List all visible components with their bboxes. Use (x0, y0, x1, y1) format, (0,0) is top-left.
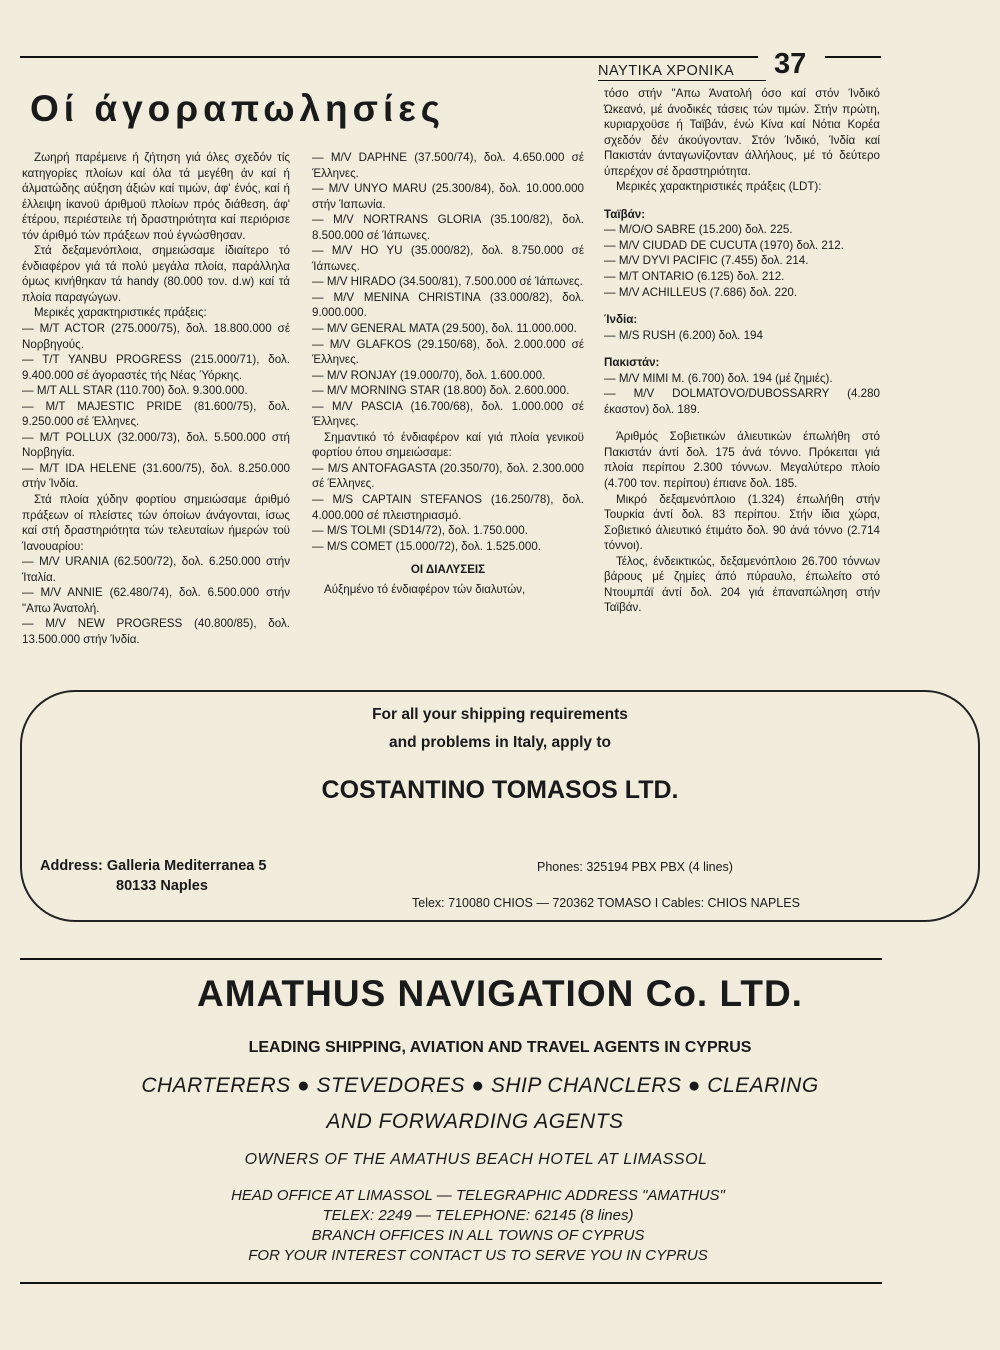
paragraph: Τέλος, ένδεικτικώς, δεξαμενόπλοιο 26.700 τόννων βάρους μέ ζημίες άπό πύραυλο, έπωλείτο στό Ντουμπάϊ άντί δολ. 204 γιά έπαναπώληση στήν Ταϊβάν. (604, 554, 880, 615)
article-column-1 (22, 150, 290, 648)
ad-contact-block (0, 1186, 978, 1266)
paragraph: τόσο στήν "Απω Άνατολή όσο καί στόν Ίνδικό Ώκεανό, μέ άνοδικές τάσεις τών τιμών. Στήν πρώτη, κυριαρχοϋσε ή Ταϊβάν, ένώ Κίνα καί Νότια Κορέα σχεδόν δέν άκούγονταν. Στόν Ίνδικό, Ίνδία καί Πακιστάν άνταγωνίζονταν άλλήλους, μέ τό δεύτερο ύπερέχον σέ δραστηριότητα. (604, 87, 880, 178)
paragraph: Σημαντικό τό ένδιαφέρον καί γιά πλοία γενικοϋ φορτίου όπου σημειώσαμε: (312, 430, 584, 460)
paragraph: Στά δεξαμενόπλοια, σημειώσαμε ίδιαίτερο τό ένδιαφέρον γιά τά πολύ μεγάλα πλοία, παράλληλα όμως κινήθηκαν τά handy (80.000 τον. d.w) καί τά πλοία παραγώγων. (22, 244, 290, 304)
list-item: — M/T POLLUX (32.000/73), δολ. 5.500.000 στή Νορβηγία. (22, 430, 290, 460)
list-item: — M/V DOLMATOVO/DUBOSSARRY (4.280 έκαστον) δολ. 189. (604, 387, 880, 416)
list-item: — M/S RUSH (6.200) δολ. 194 (604, 328, 763, 342)
ad-owners: OWNERS OF THE AMATHUS BEACH HOTEL AT LIMASSOL (244, 1151, 708, 1168)
article-column-2 (312, 150, 584, 597)
list-item: — M/S COMET (15.000/72), δολ. 1.525.000. (312, 539, 541, 553)
list-item: — M/V RONJAY (19.000/70), δολ. 1.600.000. (312, 368, 546, 382)
list-item: — M/V ANNIE (62.480/74), δολ. 6.500.000 στήν "Απω Άνατολή. (22, 586, 290, 615)
list-item: — M/T ONTARIO (6.125) δολ. 212. (604, 270, 785, 284)
list-item: — M/S CAPTAIN STEFANOS (16.250/78), δολ. 4.000.000 σέ πλειστηριασμό. (312, 493, 584, 522)
advertisement-tomasos (20, 690, 980, 922)
article-title: Οί άγοραπωλησίες (30, 88, 446, 129)
ad-telex: Telex: 710080 CHIOS — 720362 TOMASO I Cables: CHIOS NAPLES (412, 896, 800, 910)
list-item: — M/V HO YU (35.000/82), δολ. 8.750.000 σέ Ίάπωνες. (312, 244, 584, 273)
paragraph: Στά πλοία χύδην φορτίου σημειώσαμε άριθμό πράξεων οί πλείστες τών όποίων άνάγονται, ίσως καί στή δραστηριότητα τών τελευταίων ήμερών τοϋ Ίανουαρίου: (22, 493, 290, 553)
list-item: — M/V MENINA CHRISTINA (33.000/82), δολ. 9.000.000. (312, 290, 584, 320)
list-item: — M/V HIRADO (34.500/81), 7.500.000 σέ Ίάπωνες. (312, 275, 583, 289)
list-item: — M/T MAJESTIC PRIDE (81.600/75), δολ. 9.250.000 σέ Έλληνες. (22, 399, 290, 429)
list-item: — M/O/O SABRE (15.200) δολ. 225. (604, 223, 793, 237)
list-item: — M/V MORNING STAR (18.800) δολ. 2.600.000. (312, 384, 570, 398)
paragraph: Μικρό δεξαμενόπλοιο (1.324) έπωλήθη στήν Τουρκία άντί δολ. 83 περίπου. Στήν ίδια χώρα, Σοβιετικό άλιευτικό έτιμάτο δολ. 90 άνά τόννο (2.714 τόννοι). (604, 492, 880, 553)
list-item: — M/V DAPHNE (37.500/74), δολ. 4.650.000 σέ Έλληνες. (312, 151, 584, 180)
list-item: — M/V UNYO MARU (25.300/84), δολ. 10.000.000 στήν Ίαπωνία. (312, 182, 584, 211)
list-item: — M/V GLAFKOS (29.150/68), δολ. 2.000.000 σέ Έλληνες. (312, 337, 584, 367)
country-heading-pakistan: Πακιστάν: (604, 356, 660, 370)
list-item: — M/V ACHILLEUS (7.686) δολ. 220. (604, 285, 798, 299)
list-item: — T/T YANBU PROGRESS (215.000/71), δολ. 9.400.000 σέ άγοραστές τής Νέας Ύόρκης. (22, 353, 290, 382)
country-heading-taiwan: Ταϊβάν: (604, 207, 646, 221)
paragraph: Μερικές χαρακτηριστικές πράξεις (LDT): (616, 180, 822, 194)
address-line: Address: Galleria Mediterranea 5 (40, 858, 267, 874)
ad-rule-bottom (20, 1282, 882, 1284)
list-item: — M/V URANIA (62.500/72), δολ. 6.250.000 στήν Ίταλία. (22, 555, 290, 584)
list-item: — M/V GENERAL MATA (29.500), δολ. 11.000.000. (312, 322, 577, 336)
list-item: — M/S TOLMI (SD14/72), δολ. 1.750.000. (312, 524, 528, 538)
paragraph: Μερικές χαρακτηριστικές πράξεις: (34, 306, 207, 320)
header-rule-thin (598, 80, 766, 81)
address-line: 80133 Naples (116, 878, 208, 894)
list-item: — M/T ALL STAR (110.700) δολ. 9.300.000. (22, 384, 248, 398)
ad-line: For all your shipping requirements (372, 706, 628, 723)
list-item: — M/T IDA HELENE (31.600/75), δολ. 8.250.000 στήν Ίνδία. (22, 461, 290, 491)
ad-services: CHARTERERS ● STEVEDORES ● SHIP CHANCLERS ● CLEARING (141, 1074, 819, 1097)
list-item: — M/V NEW PROGRESS (40.800/85), δολ. 13.500.000 στήν Ίνδία. (22, 617, 290, 646)
list-item: — M/V CIUDAD DE CUCUTA (1970) δολ. 212. (604, 238, 844, 252)
list-item: — M/T ACTOR (275.000/75), δολ. 18.800.000 σέ Νορβηγούς. (22, 322, 290, 351)
list-item: — M/V DYVI PACIFIC (7.455) δολ. 214. (604, 254, 809, 268)
article-column-3 (604, 86, 880, 616)
list-item: — M/V MIMI M. (6.700) δολ. 194 (μέ ζημιές). (604, 371, 833, 385)
country-heading-india: Ίνδία: (604, 313, 638, 327)
magazine-name: ΝΑΥΤΙΚΑ ΧΡΟΝΙΚΑ (598, 63, 735, 79)
ad-branches: BRANCH OFFICES IN ALL TOWNS OF CYPRUS (311, 1227, 645, 1244)
ad-address (40, 856, 266, 896)
list-item: — M/V PASCIA (16.700/68), δολ. 1.000.000 σέ Έλληνες. (312, 399, 584, 429)
ad-tagline: LEADING SHIPPING, AVIATION AND TRAVEL AGENTS IN CYPRUS (248, 1039, 752, 1056)
ad-office: HEAD OFFICE AT LIMASSOL — TELEGRAPHIC ADDRESS "AMATHUS" (231, 1187, 725, 1204)
list-item: — M/V NORTRANS GLORIA (35.100/82), δολ. 8.500.000 σέ Ίάπωνες. (312, 213, 584, 242)
list-item: — M/S ANTOFAGASTA (20.350/70), δολ. 2.300.000 σέ Έλληνες. (312, 461, 584, 491)
paragraph: Άριθμός Σοβιετικών άλιευτικών έπωλήθη στό Πακιστάν άντί δολ. 175 άνά τόννο. Πρόκειται γιά πλοία περίπου 2.300 τόννων. Μεγαλύτερο πλοίο (4.700 τον. περίπου) έπιανε δολ. 185. (604, 430, 880, 491)
paragraph: Ζωηρή παρέμεινε ή ζήτηση γιά όλες σχεδόν τίς κατηγορίες πλοίων καί όλα τά μεγέθη άν καί ή άλματώδης αύξηση άξιών καί τιμών, άφ' ένός, καί ή έλλειψη ίκανοϋ άριθμοϋ πλοίων πρός διάθεση, άφ' έτέρου, περιέστειλε τή δραστηριότητα καί περιόρισε τόν άριθμό τών πράξεων πού έγνώσθησαν. (22, 151, 290, 242)
ad-company-name: COSTANTINO TOMASOS LTD. (321, 776, 679, 804)
ad-company-name: AMATHUS NAVIGATION Co. LTD. (197, 973, 803, 1014)
paragraph: Αύξημένο τό ένδιαφέρον τών διαλυτών, (324, 582, 526, 596)
page-number: 37 (774, 48, 807, 80)
ad-contact: FOR YOUR INTEREST CONTACT US TO SERVE YOU IN CYPRUS (248, 1247, 708, 1264)
ad-line: and problems in Italy, apply to (389, 734, 611, 751)
header-rule-left (20, 56, 758, 58)
header-rule-right (825, 56, 881, 58)
ad-rule-top (20, 958, 882, 960)
section-heading: ΟΙ ΔΙΑΛΥΣΕΙΣ (410, 563, 486, 577)
ad-telex: TELEX: 2249 — TELEPHONE: 62145 (8 lines) (322, 1207, 634, 1224)
ad-phones: Phones: 325194 PBX PBX (4 lines) (537, 860, 733, 874)
ad-services: AND FORWARDING AGENTS (326, 1110, 624, 1133)
